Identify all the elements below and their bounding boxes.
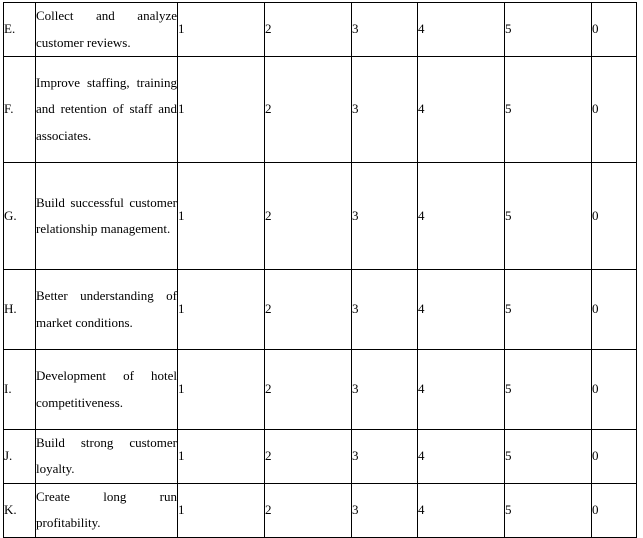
scale-option-2[interactable]: 2 [265, 3, 352, 57]
scale-option-0[interactable]: 0 [592, 270, 637, 350]
scale-option-3[interactable]: 3 [352, 163, 418, 270]
scale-option-3[interactable]: 3 [352, 3, 418, 57]
scale-option-4[interactable]: 4 [418, 3, 505, 57]
scale-option-4[interactable]: 4 [418, 163, 505, 270]
row-statement: Create long run profitability. [36, 483, 178, 537]
scale-option-2[interactable]: 2 [265, 270, 352, 350]
table-row [4, 270, 637, 350]
scale-option-5[interactable]: 5 [505, 483, 592, 537]
scale-option-0[interactable]: 0 [592, 430, 637, 484]
scale-option-3[interactable]: 3 [352, 483, 418, 537]
row-letter: E. [4, 3, 36, 57]
row-statement: Improve staffing, training and retention of staff and associates. [36, 57, 178, 163]
scale-option-1[interactable]: 1 [178, 3, 265, 57]
row-letter: K. [4, 483, 36, 537]
scale-option-0[interactable]: 0 [592, 483, 637, 537]
table-row [4, 483, 637, 537]
scale-option-0[interactable]: 0 [592, 350, 637, 430]
scale-option-4[interactable]: 4 [418, 430, 505, 484]
scale-option-5[interactable]: 5 [505, 3, 592, 57]
row-letter: I. [4, 350, 36, 430]
scale-option-3[interactable]: 3 [352, 270, 418, 350]
scale-option-5[interactable]: 5 [505, 350, 592, 430]
scale-option-1[interactable]: 1 [178, 163, 265, 270]
rating-table [3, 2, 637, 538]
scale-option-1[interactable]: 1 [178, 483, 265, 537]
scale-option-2[interactable]: 2 [265, 430, 352, 484]
scale-option-2[interactable]: 2 [265, 163, 352, 270]
row-letter: G. [4, 163, 36, 270]
row-statement: Development of hotel competitiveness. [36, 350, 178, 430]
scale-option-4[interactable]: 4 [418, 483, 505, 537]
table-row [4, 57, 637, 163]
scale-option-5[interactable]: 5 [505, 163, 592, 270]
table-row [4, 430, 637, 484]
scale-option-5[interactable]: 5 [505, 430, 592, 484]
table-row [4, 163, 637, 270]
scale-option-4[interactable]: 4 [418, 270, 505, 350]
scale-option-2[interactable]: 2 [265, 350, 352, 430]
row-letter: H. [4, 270, 36, 350]
row-statement: Better understanding of market conditions. [36, 270, 178, 350]
scale-option-2[interactable]: 2 [265, 57, 352, 163]
row-letter: F. [4, 57, 36, 163]
scale-option-5[interactable]: 5 [505, 57, 592, 163]
scale-option-1[interactable]: 1 [178, 430, 265, 484]
scale-option-1[interactable]: 1 [178, 57, 265, 163]
row-statement: Build strong customer loyalty. [36, 430, 178, 484]
scale-option-0[interactable]: 0 [592, 163, 637, 270]
scale-option-3[interactable]: 3 [352, 350, 418, 430]
scale-option-4[interactable]: 4 [418, 350, 505, 430]
scale-option-3[interactable]: 3 [352, 430, 418, 484]
row-letter: J. [4, 430, 36, 484]
scale-option-4[interactable]: 4 [418, 57, 505, 163]
table-row [4, 350, 637, 430]
scale-option-5[interactable]: 5 [505, 270, 592, 350]
scale-option-2[interactable]: 2 [265, 483, 352, 537]
row-statement: Collect and analyze customer reviews. [36, 3, 178, 57]
scale-option-0[interactable]: 0 [592, 57, 637, 163]
scale-option-1[interactable]: 1 [178, 350, 265, 430]
scale-option-1[interactable]: 1 [178, 270, 265, 350]
table-row [4, 3, 637, 57]
scale-option-0[interactable]: 0 [592, 3, 637, 57]
row-statement: Build successful customer relationship management. [36, 163, 178, 270]
scale-option-3[interactable]: 3 [352, 57, 418, 163]
